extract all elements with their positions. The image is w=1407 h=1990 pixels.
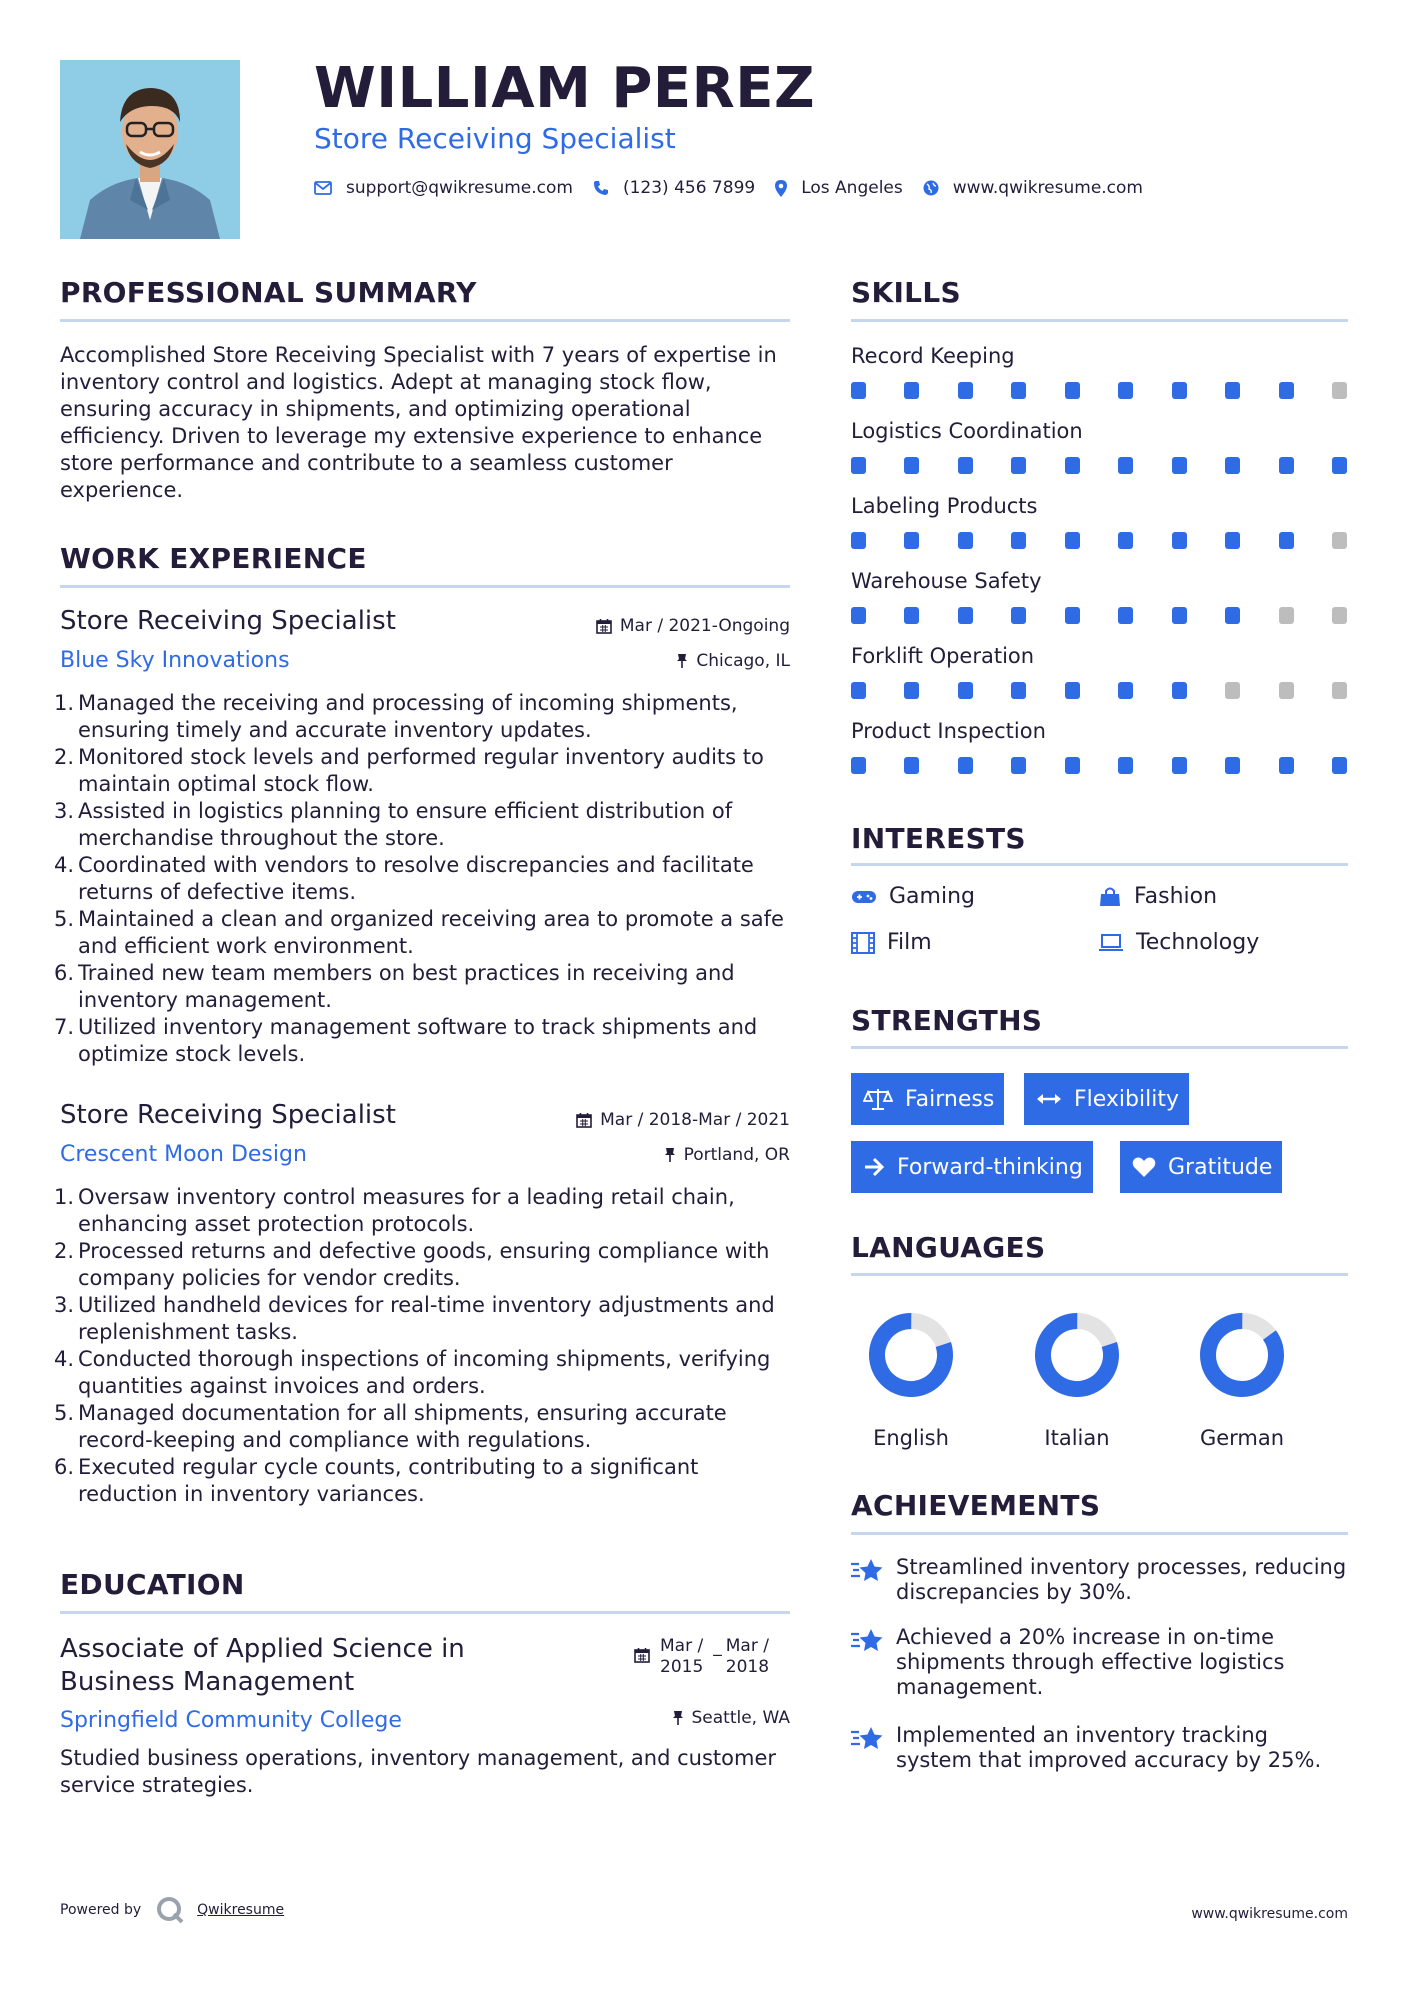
education-heading: EDUCATION [60,1568,245,1601]
education-location-text: Seattle, WA [691,1708,790,1728]
powered-by-text: Powered by [60,1902,142,1918]
skill-dot-filled [1011,682,1026,699]
language-ring [1197,1310,1287,1400]
language-ring [1032,1310,1122,1400]
strength-label: Flexibility [1074,1086,1179,1112]
film-icon [851,932,875,954]
language-item [1177,1310,1307,1450]
email-text: support@qwikresume.com [346,178,573,198]
interest-label: Gaming [889,884,975,909]
language-item [846,1310,976,1450]
skill-rating [851,757,1347,774]
achievement-text: Implemented an inventory tracking system that improved accuracy by 25%. [896,1723,1322,1772]
skill-name: Labeling Products [851,494,1038,518]
summary-rule [60,319,790,322]
list-item: 6. Trained new team members on best practices in receiving and inventory management. [54,961,735,1012]
strength-tag [851,1073,1004,1125]
job-dates-text: Mar / 2021-Ongoing [619,616,790,636]
skill-name: Product Inspection [851,719,1046,743]
job-company: Crescent Moon Design [60,1142,307,1167]
interest-item [1098,884,1217,909]
job-dates-text: Mar / 2018-Mar / 2021 [600,1110,790,1130]
skill-dot-filled [904,532,919,549]
list-item: 4. Coordinated with vendors to resolve discrepancies and facilitate returns of defective items. [54,853,754,904]
skill-dot-filled [1118,607,1133,624]
skill-dot-filled [851,607,866,624]
list-item: 7. Utilized inventory management software to track shipments and optimize stock levels. [54,1015,758,1066]
skill-rating [851,607,1347,624]
skill-dot-empty [1332,607,1347,624]
contact-bar [314,178,1163,198]
job-dates [560,616,790,636]
contact-email[interactable] [314,178,573,198]
skill-dot-filled [1065,457,1080,474]
skill-dot-filled [851,682,866,699]
candidate-name: WILLIAM PEREZ [314,56,816,121]
job-location-text: Chicago, IL [696,651,790,671]
list-item: 3. Assisted in logistics planning to ensure efficient distribution of merchandise throughout the store. [54,799,733,850]
strength-tag [1120,1141,1282,1193]
skill-dot-filled [1332,757,1347,774]
interest-label: Film [887,930,932,955]
profile-photo [60,60,240,239]
skills-rule [851,319,1348,322]
list-item: 1. Oversaw inventory control measures for a leading retail chain, enhancing asset protection protocols. [54,1185,735,1236]
arrows-horizontal-icon [1036,1091,1062,1107]
shooting-star-icon [850,1725,884,1753]
candidate-title: Store Receiving Specialist [314,122,676,155]
strength-tag [1024,1073,1189,1125]
language-ring-fill [1034,1312,1120,1398]
skill-name: Warehouse Safety [851,569,1042,593]
skill-dot-filled [1225,382,1240,399]
interest-label: Technology [1136,930,1260,955]
language-name: German [1199,1426,1285,1450]
shopping-bag-icon [1098,886,1122,908]
contact-phone[interactable] [593,178,755,198]
skill-dot-filled [1118,757,1133,774]
education-dates: Mar / 2015 _ Mar / 2018 [634,1636,769,1678]
skill-rating [851,457,1347,474]
skill-dot-filled [1332,457,1347,474]
achievement-item [850,1723,1350,1773]
skill-dot-filled [1279,757,1294,774]
balance-scale-icon [863,1087,893,1111]
list-item: 3. Utilized handheld devices for real-time inventory adjustments and replenishment tasks. [54,1293,775,1344]
skill-dot-filled [958,682,973,699]
job-dates [540,1110,790,1130]
skill-dot-filled [1011,382,1026,399]
job-title: Store Receiving Specialist [60,1100,396,1130]
skill-dot-filled [851,382,866,399]
skill-dot-filled [1172,682,1187,699]
skill-dot-empty [1332,382,1347,399]
end-year: 2018 [725,1657,770,1677]
heart-icon [1132,1156,1156,1178]
calendar-icon [634,1647,650,1663]
degree-line: Business Management [60,1667,355,1697]
list-item: 2. Processed returns and defective goods, ensuring compliance with company policies for vendor credits. [54,1239,770,1290]
calendar-icon [576,1112,592,1128]
skill-dot-filled [1225,757,1240,774]
start-year: 2015 [660,1657,704,1677]
job-title: Store Receiving Specialist [60,606,396,636]
pushpin-icon [676,653,688,669]
skill-dot-filled [1172,382,1187,399]
achievement-item [850,1555,1350,1605]
experience-rule [60,585,790,588]
skill-dot-filled [1065,532,1080,549]
degree-line: Associate of Applied Science in [60,1634,465,1664]
footer-branding [60,1895,284,1925]
website-text: www.qwikresume.com [952,178,1143,198]
list-item: 6. Executed regular cycle counts, contributing to a significant reduction in inventory variances. [54,1455,699,1506]
skill-name: Forklift Operation [851,644,1035,668]
skill-dot-filled [958,532,973,549]
skill-dot-filled [904,607,919,624]
skill-name: Record Keeping [851,344,1015,368]
skill-dot-filled [1172,757,1187,774]
language-name: English [873,1426,949,1450]
education-description: Studied business operations, inventory management, and customer service strategies. [60,1746,776,1797]
experience-heading: WORK EXPERIENCE [60,542,367,575]
skill-dot-filled [904,682,919,699]
skill-dot-filled [1172,532,1187,549]
skill-dot-filled [1225,607,1240,624]
skill-dot-filled [1118,382,1133,399]
laptop-icon [1098,934,1124,952]
qwikresume-logo-icon [155,1895,185,1925]
languages-heading: LANGUAGES [851,1231,1046,1264]
shooting-star-icon [850,1557,884,1585]
skill-dot-filled [1279,457,1294,474]
achievement-text: Achieved a 20% increase in on-time shipments through effective logistics management. [896,1625,1285,1699]
strength-label: Gratitude [1168,1154,1273,1180]
skill-dot-filled [851,532,866,549]
strength-label: Forward-thinking [897,1154,1083,1180]
interest-label: Fashion [1134,884,1218,909]
skill-dot-filled [1118,682,1133,699]
skill-dot-filled [904,382,919,399]
list-item: 1. Managed the receiving and processing of incoming shipments, ensuring timely and accurate inventory updates. [54,691,738,742]
skill-dot-filled [958,457,973,474]
skill-rating [851,382,1347,399]
skill-dot-filled [1011,607,1026,624]
skill-dot-empty [1225,682,1240,699]
skill-dot-empty [1332,532,1347,549]
interest-item [851,884,975,909]
skill-dot-filled [1011,757,1026,774]
map-pin-icon [775,180,787,197]
achievements-rule [851,1532,1348,1535]
skill-dot-filled [958,757,973,774]
skill-name: Logistics Coordination [851,419,1083,443]
language-item [1012,1310,1142,1450]
job-company: Blue Sky Innovations [60,648,290,673]
skill-rating [851,532,1347,549]
list-item: 5. Maintained a clean and organized receiving area to promote a safe and efficient work environment. [54,907,784,958]
achievements-heading: ACHIEVEMENTS [851,1489,1101,1522]
interests-heading: INTERESTS [851,822,1026,855]
school-name: Springfield Community College [60,1708,402,1733]
list-item: 4. Conducted thorough inspections of incoming shipments, verifying quantities against invoices and orders. [54,1347,771,1398]
footer-website[interactable]: www.qwikresume.com [1191,1906,1348,1922]
skill-dot-filled [1118,532,1133,549]
strength-tag [851,1141,1093,1193]
languages-rule [851,1273,1348,1276]
skill-dot-filled [958,382,973,399]
location-text: Los Angeles [801,178,903,198]
contact-website[interactable] [923,178,1143,198]
strengths-heading: STRENGTHS [851,1004,1043,1037]
skill-dot-filled [1065,757,1080,774]
skill-dot-filled [851,757,866,774]
skill-dot-filled [904,457,919,474]
education-location [560,1708,790,1728]
skill-dot-filled [1279,532,1294,549]
gamepad-icon [851,889,877,905]
job-location [560,651,790,671]
skill-dot-filled [958,607,973,624]
globe-icon [923,180,939,196]
degree-title [60,1633,465,1699]
language-ring [866,1310,956,1400]
skill-dot-filled [1225,457,1240,474]
strengths-rule [851,1046,1348,1049]
interest-item [851,930,932,955]
skill-dot-empty [1279,607,1294,624]
language-ring-fill [1197,1310,1287,1400]
education-rule [60,1611,790,1614]
skill-dot-filled [1172,607,1187,624]
brand-link[interactable]: Qwikresume [197,1902,285,1918]
skill-dot-filled [1065,607,1080,624]
interests-rule [851,863,1348,866]
achievement-item [850,1625,1350,1700]
summary-text: Accomplished Store Receiving Specialist with 7 years of expertise in inventory control and logistics. Adept at managing stock flow, ensuring accuracy in shipments, and optimizing operational efficiency. Driven to leverage my extensive experience to enhance store performance and contribute to a seamless customer experience. [60,343,777,502]
skill-dot-filled [1118,457,1133,474]
end-date: Mar / [725,1636,769,1656]
job-location [560,1145,790,1165]
skills-heading: SKILLS [851,276,961,309]
envelope-icon [314,181,332,195]
skill-dot-filled [1011,457,1026,474]
skill-dot-filled [1225,532,1240,549]
skill-dot-filled [1011,532,1026,549]
language-name: Italian [1044,1426,1110,1450]
list-item: 2. Monitored stock levels and performed regular inventory audits to maintain optimal stock flow. [54,745,764,796]
pushpin-icon [664,1147,676,1163]
language-ring-fill [868,1312,954,1398]
phone-text: (123) 456 7899 [622,178,756,198]
interest-item [1098,930,1259,955]
calendar-icon [596,618,612,634]
skill-dot-empty [1332,682,1347,699]
skill-dot-filled [1172,457,1187,474]
job-location-text: Portland, OR [683,1145,790,1165]
skill-dot-empty [1279,682,1294,699]
skill-dot-filled [904,757,919,774]
strength-label: Fairness [905,1086,995,1112]
job-bullets [54,690,800,1068]
skill-rating [851,682,1347,699]
shooting-star-icon [850,1627,884,1655]
achievement-text: Streamlined inventory processes, reducing discrepancies by 30%. [896,1555,1347,1604]
phone-icon [593,180,609,196]
job-bullets [54,1184,800,1508]
start-date: Mar / [660,1636,704,1656]
skill-dot-filled [1065,382,1080,399]
skill-dot-filled [1065,682,1080,699]
skill-dot-filled [851,457,866,474]
skill-dot-filled [1279,382,1294,399]
pushpin-icon [672,1710,684,1726]
contact-location [775,178,903,198]
arrow-right-icon [863,1157,885,1177]
summary-heading: PROFESSIONAL SUMMARY [60,276,477,309]
list-item: 5. Managed documentation for all shipments, ensuring accurate record-keeping and compliance with regulations. [54,1401,727,1452]
